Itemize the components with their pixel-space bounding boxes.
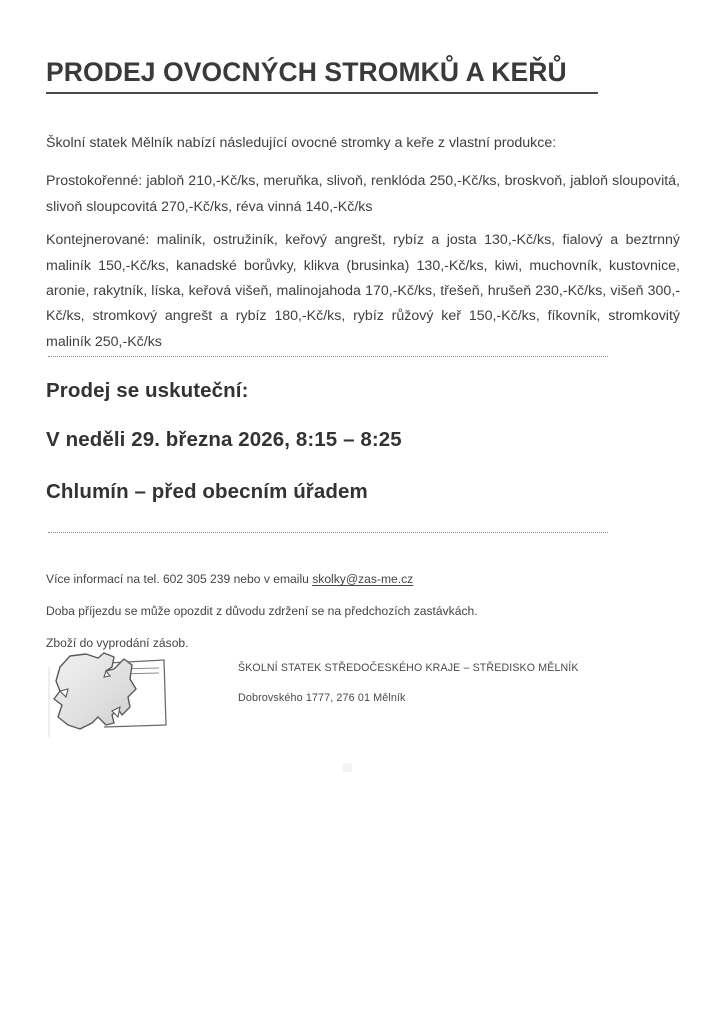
delay-note: Doba příjezdu se může opozdit z důvodu zdržení se na předchozích zastávkách. bbox=[46, 604, 478, 619]
contact-note bbox=[46, 570, 413, 588]
sale-date-time-heading: V neděli 29. března 2026, 8:15 – 8:25 bbox=[46, 428, 402, 451]
page-title: PRODEJ OVOCNÝCH STROMKŮ A KEŘŮ bbox=[46, 58, 598, 94]
organization-address: Dobrovského 1777, 276 01 Mělník bbox=[238, 691, 406, 704]
bare-root-offer-paragraph: Prostokořenné: jabloň 210,-Kč/ks, meruňka, slivoň, renklóda 250,-Kč/ks, broskvoň, jabloň sloupovitá, slivoň sloupcovitá 270,-Kč/ks, réva vinná 140,-Kč/ks bbox=[46, 173, 680, 215]
divider-top bbox=[48, 356, 608, 357]
intro-paragraph: Školní statek Mělník nabízí následující ovocné stromky a keře z vlastní produkce: bbox=[46, 135, 557, 152]
organization-name: ŠKOLNÍ STATEK STŘEDOČESKÉHO KRAJE – STŘEDISKO MĚLNÍK bbox=[238, 661, 579, 674]
divider-bottom bbox=[48, 532, 608, 533]
organization-logo bbox=[46, 645, 201, 745]
contact-note-text: Více informací na tel. 602 305 239 nebo v emailu bbox=[46, 572, 313, 587]
map-and-document-icon bbox=[46, 645, 201, 745]
sale-announcement-heading: Prodej se uskuteční: bbox=[46, 379, 249, 402]
sale-location-heading: Chlumín – před obecním úřadem bbox=[46, 480, 368, 503]
scan-artifact bbox=[343, 763, 352, 772]
stock-note: Zboží do vyprodání zásob. bbox=[46, 636, 189, 651]
email-link[interactable]: skolky@zas-me.cz bbox=[312, 572, 414, 587]
containerized-offer-paragraph: Kontejnerované: maliník, ostružiník, keřový angrešt, rybíz a josta 130,-Kč/ks, fialový a beztrnný maliník 150,-Kč/ks, kanadské borůvky, klikva (brusinka) 130,-Kč/ks, kiwi, muchovník, kustovnice, aronie, rakytník, líska, keřová višeň, malinojahoda 170,-Kč/ks, třešeň, hrušeň 230,-Kč/ks, višeň 300,-Kč/ks, stromkový angrešt a rybíz 180,-Kč/ks, rybíz růžový keř 150,-Kč/ks, fíkovník, stromkovitý maliník 250,-Kč/ks bbox=[46, 232, 680, 350]
